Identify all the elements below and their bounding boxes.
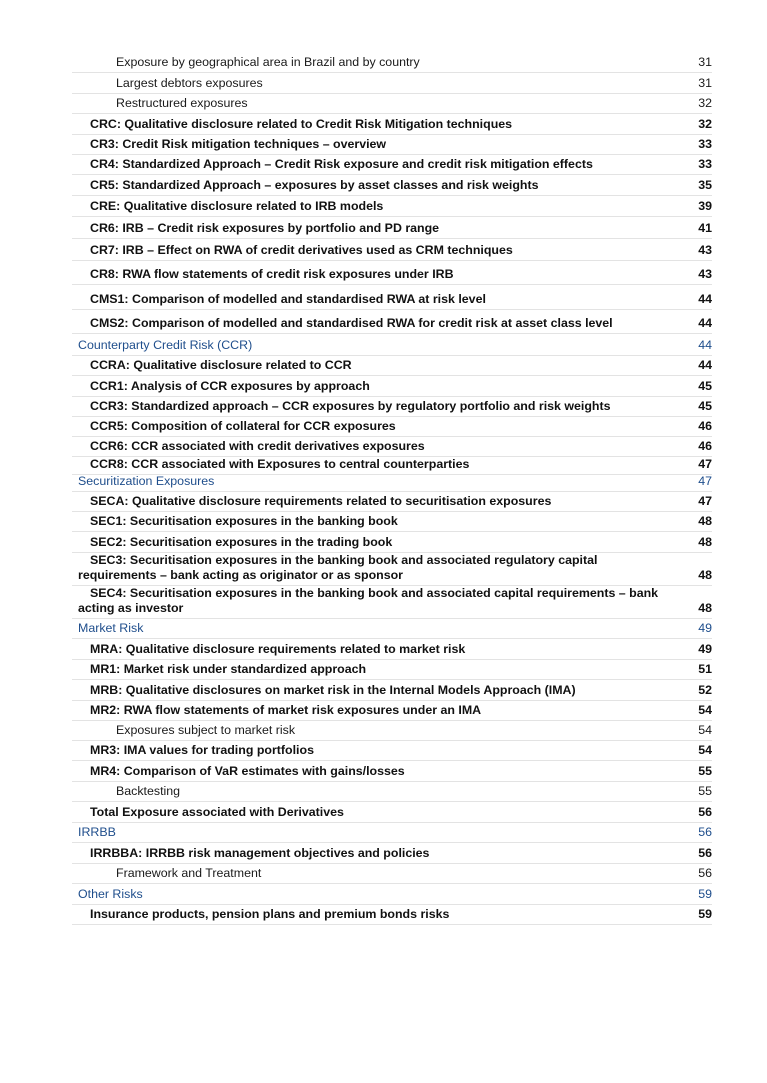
toc-entry-title: Total Exposure associated with Derivatives — [90, 805, 344, 819]
toc-entry[interactable] — [72, 494, 712, 512]
toc-section-heading[interactable] — [72, 825, 712, 843]
toc-entry-title: IRRBB — [78, 825, 116, 839]
toc-page-number: 52 — [698, 683, 712, 697]
toc-entry-title: CR5: Standardized Approach – exposures by asset classes and risk weights — [90, 178, 539, 192]
toc-page-number: 32 — [698, 96, 712, 110]
toc-page-number: 55 — [698, 784, 712, 798]
toc-entry[interactable] — [72, 137, 712, 155]
toc-entry-title: CMS1: Comparison of modelled and standardised RWA at risk level — [90, 292, 486, 306]
toc-entry[interactable] — [72, 703, 712, 721]
toc-section-heading[interactable] — [72, 887, 712, 905]
toc-entry-title: CCRA: Qualitative disclosure related to CCR — [90, 358, 352, 372]
toc-page-number: 45 — [698, 379, 712, 393]
toc-page-number: 56 — [698, 846, 712, 860]
toc-entry[interactable] — [72, 55, 712, 73]
toc-entry[interactable] — [72, 764, 712, 782]
toc-section-heading[interactable] — [72, 474, 712, 492]
toc-page-number: 44 — [698, 292, 712, 306]
toc-page-number: 32 — [698, 117, 712, 131]
toc-page-number: 47 — [698, 494, 712, 508]
toc-entry-title: CMS2: Comparison of modelled and standardised RWA for credit risk at asset class level — [90, 316, 613, 330]
toc-page-number: 49 — [698, 621, 712, 635]
toc-page-number: 59 — [698, 887, 712, 901]
toc-entry-title: MR4: Comparison of VaR estimates with gains/losses — [90, 764, 405, 778]
toc-page-number: 55 — [698, 764, 712, 778]
toc-page-number: 56 — [698, 805, 712, 819]
toc-page-number: 33 — [698, 137, 712, 151]
toc-entry[interactable] — [72, 553, 712, 586]
toc-entry[interactable] — [72, 96, 712, 114]
toc-entry[interactable] — [72, 805, 712, 823]
toc-entry-title: IRRBBA: IRRBB risk management objectives and policies — [90, 846, 430, 860]
toc-entry[interactable] — [72, 117, 712, 135]
toc-page-number: 47 — [698, 457, 712, 471]
toc-page-number: 51 — [698, 662, 712, 676]
toc-entry-title: Largest debtors exposures — [116, 76, 263, 90]
toc-entry-title: CRC: Qualitative disclosure related to Credit Risk Mitigation techniques — [90, 117, 513, 131]
toc-entry-title: Exposures subject to market risk — [116, 723, 296, 737]
toc-entry[interactable] — [72, 379, 712, 397]
toc-entry[interactable] — [72, 784, 712, 802]
toc-page-number: 35 — [698, 178, 712, 192]
toc-entry-title: CR4: Standardized Approach – Credit Risk exposure and credit risk mitigation effects — [90, 157, 593, 171]
toc-entry[interactable] — [72, 316, 712, 334]
toc-entry-title: SEC3: Securitisation exposures in the banking book and associated regulatory capital requirements – bank acting as originator or as sponsor — [78, 553, 598, 582]
toc-entry[interactable] — [72, 419, 712, 437]
toc-page-number: 31 — [698, 55, 712, 69]
toc-page-number: 31 — [698, 76, 712, 90]
toc-entry-title: CCR1: Analysis of CCR exposures by approach — [90, 379, 370, 393]
toc-entry-title: Market Risk — [78, 621, 144, 635]
toc-page-number: 33 — [698, 157, 712, 171]
toc-page-number: 45 — [698, 399, 712, 413]
toc-entry-title: Backtesting — [116, 784, 181, 798]
toc-entry[interactable] — [72, 267, 712, 285]
toc-page-number: 46 — [698, 439, 712, 453]
toc-entry-title: SEC2: Securitisation exposures in the trading book — [90, 535, 393, 549]
toc-entry[interactable] — [72, 662, 712, 680]
toc-page-number: 43 — [698, 243, 712, 257]
toc-page-number: 54 — [698, 703, 712, 717]
toc-entry[interactable] — [72, 292, 712, 310]
toc-entry[interactable] — [72, 723, 712, 741]
toc-entry[interactable] — [72, 907, 712, 925]
toc-entry-title: SEC1: Securitisation exposures in the banking book — [90, 514, 398, 528]
toc-entry[interactable] — [72, 221, 712, 239]
toc-entry-title: MR1: Market risk under standardized approach — [90, 662, 367, 676]
toc-page-number: 48 — [698, 535, 712, 549]
toc-entry-title: MR2: RWA flow statements of market risk exposures under an IMA — [90, 703, 482, 717]
toc-page-number: 48 — [698, 568, 712, 582]
toc-entry[interactable] — [72, 586, 712, 619]
toc-entry[interactable] — [72, 199, 712, 217]
toc-section-heading[interactable] — [72, 621, 712, 639]
toc-entry[interactable] — [72, 535, 712, 553]
toc-page-number: 54 — [698, 723, 712, 737]
toc-entry-title: MRA: Qualitative disclosure requirements related to market risk — [90, 642, 466, 656]
toc-entry-title: Framework and Treatment — [116, 866, 262, 880]
toc-entry[interactable] — [72, 399, 712, 417]
toc-page-number: 48 — [698, 601, 712, 615]
toc-section-heading[interactable] — [72, 338, 712, 356]
toc-page-number: 54 — [698, 743, 712, 757]
toc-page-number: 48 — [698, 514, 712, 528]
toc-page-number: 41 — [698, 221, 712, 235]
toc-entry-title: SECA: Qualitative disclosure requirements related to securitisation exposures — [90, 494, 552, 508]
toc-entry[interactable] — [72, 743, 712, 761]
toc-entry-title: CRE: Qualitative disclosure related to IRB models — [90, 199, 384, 213]
toc-entry-title: CCR3: Standardized approach – CCR exposures by regulatory portfolio and risk weights — [90, 399, 611, 413]
toc-entry-title: CR8: RWA flow statements of credit risk exposures under IRB — [90, 267, 454, 281]
toc-entry-title: Other Risks — [78, 887, 143, 901]
toc-entry-title: Exposure by geographical area in Brazil and by country — [116, 55, 420, 69]
toc-entry-title: Counterparty Credit Risk (CCR) — [78, 338, 253, 352]
toc-page-number: 49 — [698, 642, 712, 656]
toc-entry[interactable] — [72, 457, 712, 475]
toc-entry[interactable] — [72, 76, 712, 94]
toc-page-number: 39 — [698, 199, 712, 213]
toc-entry-title: Insurance products, pension plans and premium bonds risks — [90, 907, 450, 921]
toc-page-number: 56 — [698, 825, 712, 839]
toc-entry[interactable] — [72, 358, 712, 376]
toc-entry-title: CR7: IRB – Effect on RWA of credit derivatives used as CRM techniques — [90, 243, 513, 257]
toc-entry-title: CCR5: Composition of collateral for CCR exposures — [90, 419, 396, 433]
toc-entry-title: CR6: IRB – Credit risk exposures by portfolio and PD range — [90, 221, 440, 235]
toc-page-number: 47 — [698, 474, 712, 488]
toc-entry-title: Restructured exposures — [116, 96, 248, 110]
toc-entry-title: MR3: IMA values for trading portfolios — [90, 743, 314, 757]
toc-page-number: 44 — [698, 316, 712, 330]
toc-entry-title: CCR8: CCR associated with Exposures to central counterparties — [90, 457, 470, 471]
toc-entry[interactable] — [72, 642, 712, 660]
toc-page-number: 59 — [698, 907, 712, 921]
toc-page-number: 44 — [698, 338, 712, 352]
toc-entry-title: MRB: Qualitative disclosures on market risk in the Internal Models Approach (IMA) — [90, 683, 576, 697]
toc-entry-title: CCR6: CCR associated with credit derivatives exposures — [90, 439, 425, 453]
toc-entry[interactable] — [72, 243, 712, 261]
toc-entry-title: Securitization Exposures — [78, 474, 215, 488]
toc-page-number: 56 — [698, 866, 712, 880]
toc-page-number: 43 — [698, 267, 712, 281]
toc-entry[interactable] — [72, 846, 712, 864]
toc-page-number: 44 — [698, 358, 712, 372]
toc-entry[interactable] — [72, 157, 712, 175]
toc-entry[interactable] — [72, 514, 712, 532]
toc-page-number: 46 — [698, 419, 712, 433]
toc-entry[interactable] — [72, 683, 712, 701]
toc-entry-title: CR3: Credit Risk mitigation techniques – overview — [90, 137, 387, 151]
toc-entry[interactable] — [72, 866, 712, 884]
toc-entry[interactable] — [72, 439, 712, 457]
toc-entry-title: SEC4: Securitisation exposures in the banking book and associated capital requirements – bank acting as investor — [78, 586, 659, 615]
toc-entry[interactable] — [72, 178, 712, 196]
